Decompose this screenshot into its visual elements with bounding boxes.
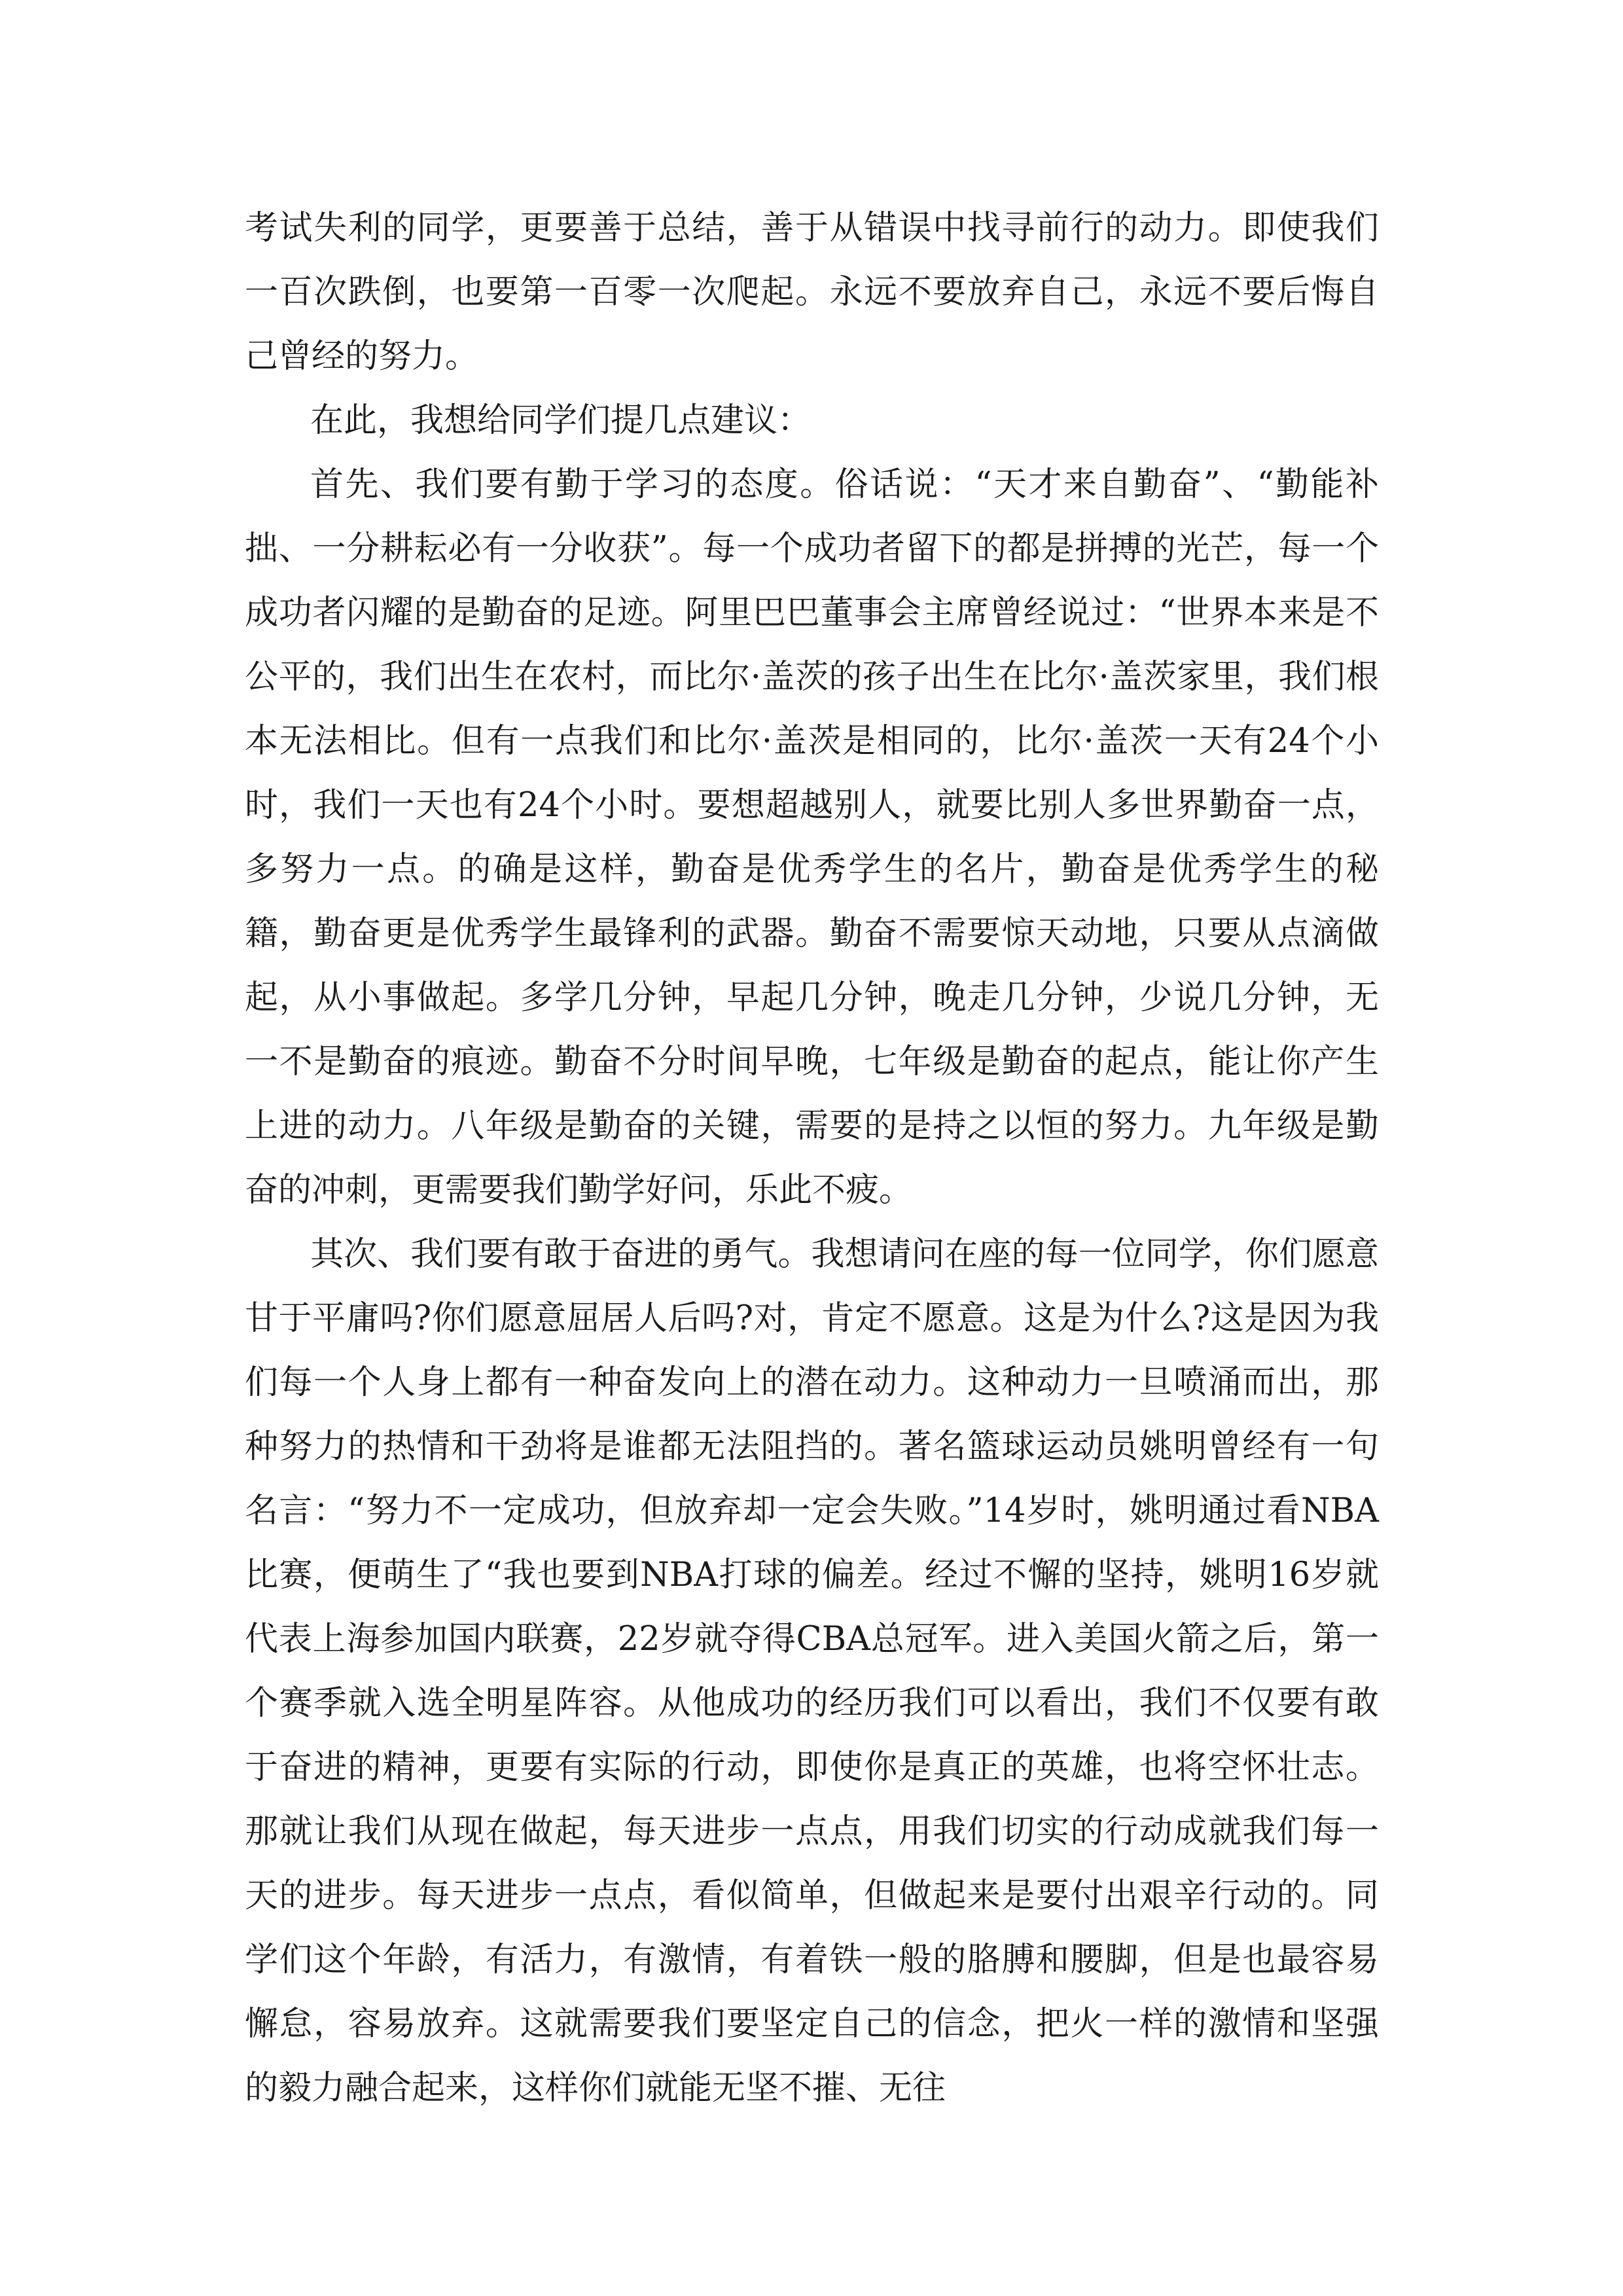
paragraph-continuation: 考试失利的同学，更要善于总结，善于从错误中找寻前行的动力。即使我们一百次跌倒，也要第一百零一次爬起。永远不要放弃自己，永远不要后悔自己曾经的努力。 (245, 209, 1379, 376)
paragraph-courage: 其次、我们要有敢于奋进的勇气。我想请问在座的每一位同学，你们愿意甘于平庸吗?你们愿意屈居人后吗?对，肯定不愿意。这是为什么?这是因为我们每一个人身上都有一种奋发向上的潜在动力。这种动力一旦喷涌而出，那种努力的热情和干劲将是谁都无法阻挡的。著名篮球运动员姚明曾经有一句名言：“努力不一定成功，但放弃却一定会失败。”14岁时，姚明通过看NBA比赛，便萌生了“我也要到NBA打球的偏差。经过不懈的坚持，姚明16岁就代表上海参加国内联赛，22岁就夺得CBA总冠军。进入美国火箭之后，第一个赛季就入选全明星阵容。从他成功的经历我们可以看出，我们不仅要有敢于奋进的精神，更要有实际的行动，即使你是真正的英雄，也将空怀壮志。那就让我们从现在做起，每天进步一点点，用我们切实的行动成就我们每一天的进步。每天进步一点点，看似简单，但做起来是要付出艰辛行动的。同学们这个年龄，有活力，有激情，有着铁一般的胳膊和腰脚，但是也最容易懈怠，容易放弃。这就需要我们要坚定自己的信念，把火一样的激情和坚强的毅力融合起来，这样你们就能无坚不摧、无往 (245, 1235, 1379, 2108)
paragraph-suggestions-intro: 在此，我想给同学们提几点建议： (310, 401, 812, 440)
document-body (245, 196, 1379, 2121)
paragraph-diligence: 首先、我们要有勤于学习的态度。俗话说：“天才来自勤奋”、“勤能补拙、一分耕耘必有一分收获”。每一个成功者留下的都是拼搏的光芒，每一个成功者闪耀的是勤奋的足迹。阿里巴巴董事会主席曾经说过：“世界本来是不公平的，我们出生在农村，而比尔·盖茨的孩子出生在比尔·盖茨家里，我们根本无法相比。但有一点我们和比尔·盖茨是相同的，比尔·盖茨一天有24个小时，我们一天也有24个小时。要想超越别人，就要比别人多世界勤奋一点，多努力一点。的确是这样，勤奋是优秀学生的名片，勤奋是优秀学生的秘籍，勤奋更是优秀学生最锋利的武器。勤奋不需要惊天动地，只要从点滴做起，从小事做起。多学几分钟，早起几分钟，晚走几分钟，少说几分钟，无一不是勤奋的痕迹。勤奋不分时间早晚，七年级是勤奋的起点，能让你产生上进的动力。八年级是勤奋的关键，需要的是持之以恒的努力。九年级是勤奋的冲刺，更需要我们勤学好问，乐此不疲。 (245, 465, 1379, 1210)
